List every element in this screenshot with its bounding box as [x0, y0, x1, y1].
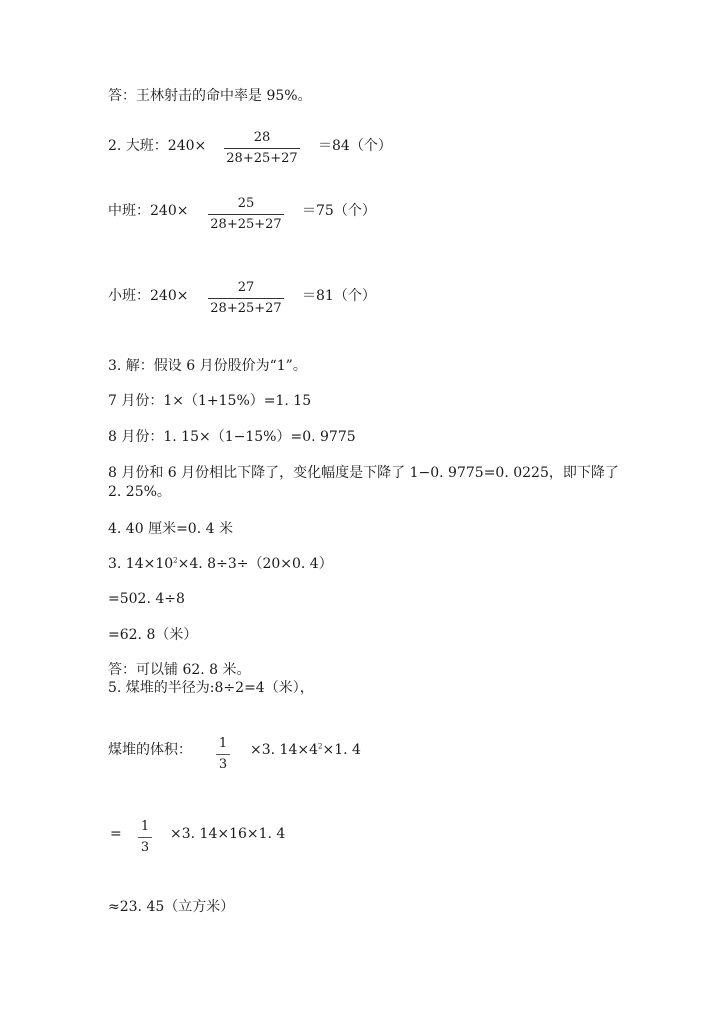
q5-volume-expression — [250, 740, 361, 760]
q3-line-4b: 2. 25%。 — [108, 484, 171, 500]
q2-small-result: ＝81（个） — [302, 288, 376, 304]
q2-mid-label: 中班：240× — [108, 203, 189, 219]
q5-fraction-one-third-2 — [138, 819, 152, 856]
q4-line-4: =62. 8（米） — [108, 627, 198, 643]
q5-line-1: 5. 煤堆的半径为:8÷2=4（米）， — [108, 680, 314, 696]
q3-line-4a: 8 月份和 6 月份相比下降了，变化幅度是下降了 1−0. 9775=0. 0225，即下降了 — [108, 465, 619, 481]
q5-equals-sign: = — [110, 826, 122, 842]
q4-line-2-post: ×4. 8÷3÷（20×0. 4） — [177, 556, 333, 572]
q3-line-2: 7 月份：1×（1+15%）=1. 15 — [108, 393, 312, 409]
q2-mid-result: ＝75（个） — [302, 203, 376, 219]
q5-frac1-numerator: 1 — [218, 736, 228, 751]
answer-line-1: 答：王林射击的命中率是 95%。 — [108, 88, 312, 104]
q5-result: ≈23. 45（立方米） — [108, 899, 235, 915]
q2-small-fraction — [208, 280, 284, 317]
q3-line-3: 8 月份：1. 15×（1−15%）=0. 9775 — [108, 429, 356, 445]
q5-volume-pre: ×3. 14×4 — [250, 742, 318, 758]
q5-frac2-numerator: 1 — [140, 819, 150, 834]
q4-answer: 答：可以铺 62. 8 米。 — [108, 662, 251, 678]
q4-line-2-exponent: 2 — [173, 556, 178, 565]
q2-big-numerator: 28 — [253, 130, 271, 145]
q5-fraction-one-third — [216, 736, 230, 773]
q5-frac2-denominator: 3 — [140, 840, 150, 855]
q2-small-denominator: 28+25+27 — [210, 301, 282, 316]
q5-volume-label: 煤堆的体积： — [108, 742, 192, 758]
q2-big-result: ＝84（个） — [318, 138, 392, 154]
q2-mid-fraction — [208, 196, 284, 233]
q2-mid-denominator: 28+25+27 — [210, 217, 282, 232]
q2-big-label: 2. 大班：240× — [108, 138, 207, 154]
q2-big-fraction — [224, 130, 300, 167]
q5-volume-exponent: 2 — [318, 742, 323, 751]
q2-small-label: 小班：240× — [108, 288, 189, 304]
q2-mid-numerator: 25 — [237, 196, 255, 211]
q4-line-1: 4. 40 厘米=0. 4 米 — [108, 521, 233, 537]
q2-big-denominator: 28+25+27 — [226, 151, 298, 166]
q5-frac1-denominator: 3 — [218, 757, 228, 772]
q5-volume-post: ×1. 4 — [322, 742, 361, 758]
q3-line-1: 3. 解：假设 6 月份股价为“1”。 — [108, 358, 307, 374]
q5-step-2: ×3. 14×16×1. 4 — [170, 826, 286, 842]
q4-line-2 — [108, 554, 333, 574]
q2-small-numerator: 27 — [237, 280, 255, 295]
q4-line-2-pre: 3. 14×10 — [108, 556, 174, 572]
q4-line-3: =502. 4÷8 — [108, 591, 185, 607]
